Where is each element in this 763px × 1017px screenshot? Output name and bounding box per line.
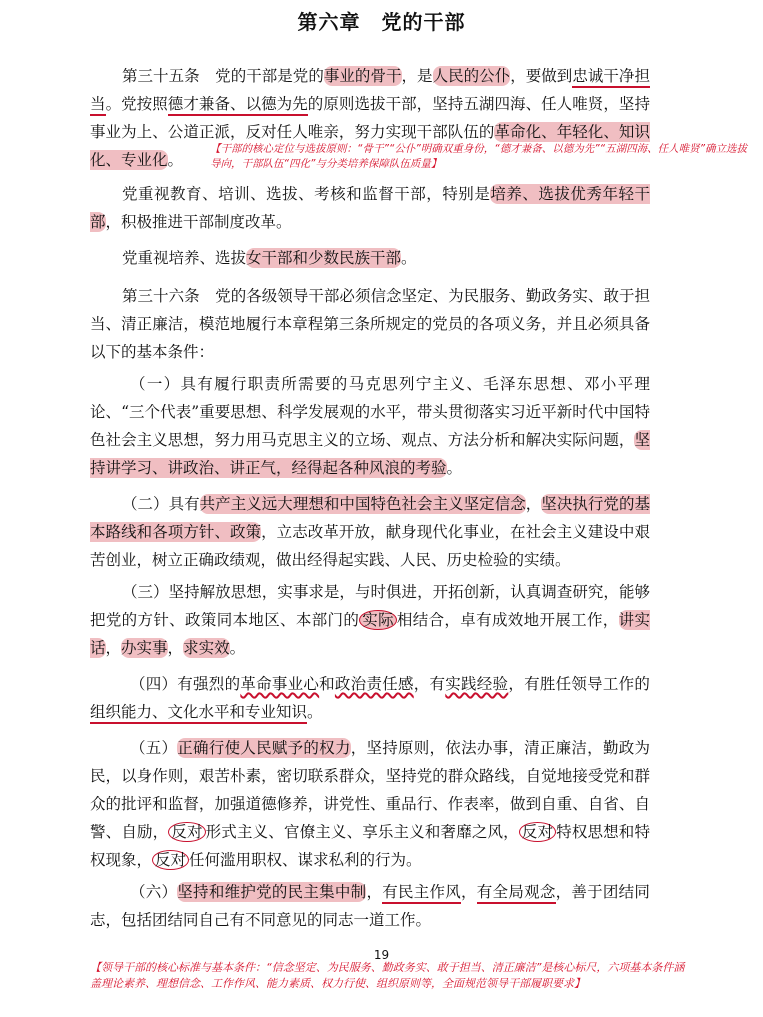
circled-text: 反对 — [519, 822, 556, 842]
circled-text: 反对 — [152, 850, 189, 870]
highlight: 实际 — [359, 610, 397, 630]
wavy-underline: 革命事业心 — [240, 675, 320, 693]
text: 任何滥用职权、谋求私利的行为。 — [189, 851, 422, 869]
wavy-underline: 实践经验 — [445, 675, 509, 693]
article-36: 第三十六条 党的各级领导干部必须信念坚定、为民服务、勤政务实、敢于担当、清正廉洁，模范地履行本章程第三条所规定的党员的各项义务，并且必须具备以下的基本条件： — [90, 287, 650, 361]
text: ，坚持原则，依法办事，清正廉洁，勤政为民，以身作则，艰苦朴素，密切联系群众，坚持党的群众路线，自觉地接受党和群众的批评和监督，加强道德修养，讲党性、重品行、作表率，做到自重、自省、自警、自励， — [90, 739, 650, 841]
highlight: 培养、选拔优秀年轻干部 — [90, 185, 650, 231]
underline: 有全局观念 — [477, 883, 556, 904]
text: 党重视教育、培训、选拔、考核和监督干部，特别是 — [122, 185, 491, 203]
handwritten-note-1: 【干部的核心定位与选拔原则：“骨干”“公仆”明确双重身份，“德才兼备、以德为先”“五湖四海、任人唯贤”确立选拔导向，干部队伍“四化”与分类培养保障队伍质量】 — [210, 143, 748, 170]
highlight: 坚持讲学习、讲政治、讲正气，经得起各种风浪的考验 — [90, 431, 650, 477]
page-number: 19 — [373, 948, 390, 962]
text: 。 — [307, 703, 323, 721]
text: ，有胜任领导工作的 — [508, 675, 650, 693]
condition-4 — [90, 670, 650, 726]
underline: 德才兼备、以德为先 — [168, 95, 308, 116]
condition-3 — [90, 578, 650, 662]
text: ，是 — [401, 67, 433, 85]
text: ， — [525, 495, 542, 513]
text: ， — [366, 883, 383, 901]
highlight: 坚决执行党的基本路线和各项方针、政策 — [90, 495, 650, 541]
wavy-underline: 政治责任感 — [334, 675, 414, 693]
handwritten-note-2: 【领导干部的核心标准与基本条件：“信念坚定、为民服务、勤政务实、敢于担当、清正廉洁”是核心标尺，六项基本条件涵盖理论素养、理想信念、工作作风、能力素质、权力行使、组织原则等，全面规范领导干部履职要求】 — [90, 961, 685, 990]
text: （五） — [130, 739, 178, 757]
highlight: 革命化、年轻化、知识化、专业化 — [90, 123, 650, 169]
text: ，善于团结同志，包括团结同自己有不同意见的同志一道工作。 — [90, 883, 650, 929]
text: 。 — [167, 151, 184, 169]
text: 的原则选拔干部，坚持五湖四海、任人唯贤，坚持事业为上、公道正派，反对任人唯亲，努力实现干部队伍的 — [90, 95, 650, 141]
text: 。 — [446, 459, 463, 477]
underline: 组织能力、文化水平和专业知识 — [90, 703, 307, 724]
condition-6 — [90, 878, 650, 934]
text: （二）具有 — [122, 495, 200, 513]
text: ， — [167, 639, 184, 657]
text: 第三十五条 党的干部是党的 — [122, 67, 324, 85]
underline: 忠诚干净担当 — [90, 67, 650, 116]
text: 形式主义、官僚主义、享乐主义和奢靡之风， — [205, 823, 519, 841]
text: 特权思想和特权现象， — [90, 823, 650, 869]
highlight: 人民的公仆 — [432, 67, 511, 85]
highlight: 坚持和维护党的民主集中制 — [177, 883, 367, 901]
text: 。党按照 — [105, 95, 168, 113]
highlight: 办实事 — [121, 639, 168, 657]
text: （一）具有履行职责所需要的马克思列宁主义、毛泽东思想、邓小平理论、“三个代表”重要思想、科学发展观的水平，带头贯彻落实习近平新时代中国特色社会主义思想，努力用马克思主义的立场、观点、方法分析和解决实际问题， — [90, 375, 650, 449]
text: ， — [461, 883, 477, 901]
text: ，立志改革开放，献身现代化事业，在社会主义建设中艰苦创业，树立正确政绩观，做出经得起实践、人民、历史检验的实绩。 — [90, 523, 650, 569]
highlight: 求实效 — [183, 639, 230, 657]
text: 和 — [319, 675, 335, 693]
highlight: 女干部和少数民族干部 — [246, 249, 402, 267]
text: （六） — [130, 883, 178, 901]
text: ，要做到 — [510, 67, 573, 85]
paragraph-cadre-training — [90, 180, 650, 236]
text: ，积极推进干部制度改革。 — [105, 213, 292, 231]
chapter-title: 第六章 党的干部 — [297, 10, 466, 34]
paragraph-women-minority-cadres — [90, 244, 650, 272]
text: 。 — [401, 249, 417, 267]
underline: 有民主作风 — [382, 883, 461, 904]
text: 党重视培养、选拔 — [122, 249, 247, 267]
circled-text: 反对 — [168, 822, 205, 842]
highlight: 共产主义远大理想和中国特色社会主义坚定信念 — [199, 495, 526, 513]
condition-2 — [90, 490, 650, 574]
condition-1 — [90, 370, 650, 482]
highlight: 事业的骨干 — [323, 67, 402, 85]
highlight: 讲实话 — [90, 611, 650, 657]
highlight: 正确行使人民赋予的权力 — [177, 739, 351, 757]
text: 。 — [229, 639, 246, 657]
text: ，有 — [413, 675, 446, 693]
text: 相结合，卓有成效地开展工作， — [396, 611, 619, 629]
condition-5 — [90, 734, 650, 874]
text: （四）有强烈的 — [130, 675, 241, 693]
text: （三）坚持解放思想，实事求是，与时俱进，开拓创新，认真调查研究，能够把党的方针、政策同本地区、本部门的 — [90, 583, 650, 629]
text: ， — [105, 639, 122, 657]
